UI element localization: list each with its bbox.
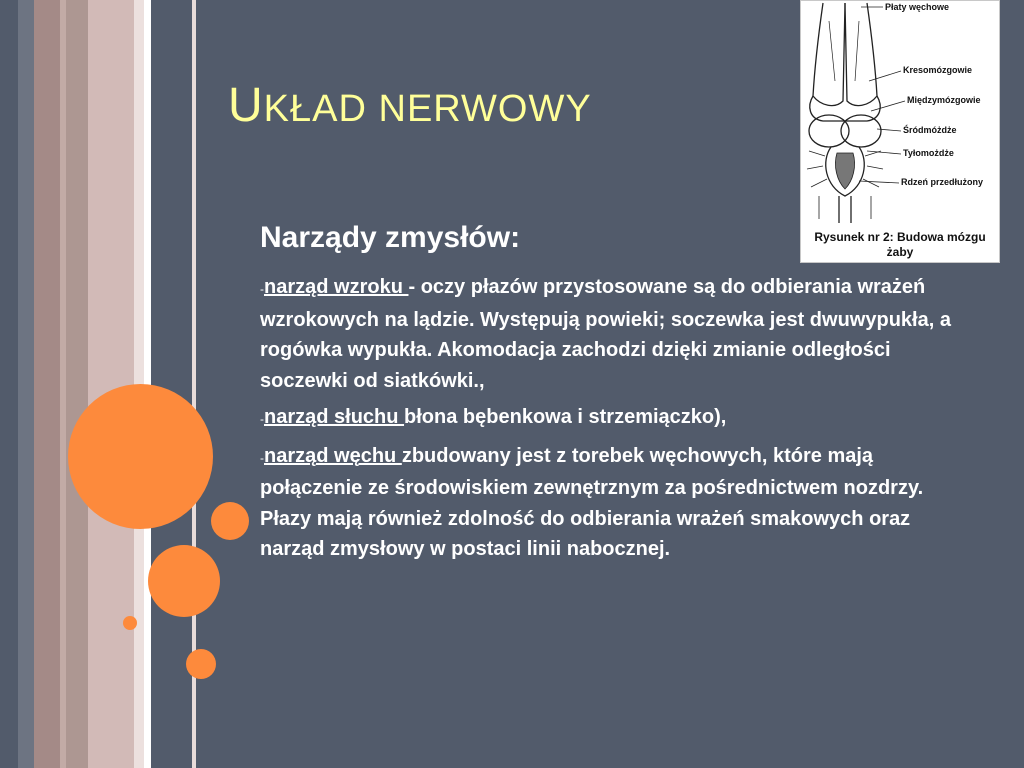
label-midbrain: Śródmóżdże [903,125,957,135]
decor-stripe [18,0,34,768]
decor-circle-small [211,502,249,540]
item-text: - oczy płazów przystosowane są do odbierania wrażeń wzrokowych na lądzie. Występują powieki; soczewka jest dwuwypukła, a rogówka wypukła. Akomodacja zachodzi dzięki zmianie odległości soczewki od siatkówki., [260,276,951,392]
figure-caption-line2: żaby [886,245,914,259]
slide-title-rest: KŁAD NERWOWY [263,88,592,130]
decor-stripe [34,0,60,768]
label-cerebrum: Kresomózgowie [903,65,973,75]
decor-circle-tiny [123,616,137,630]
decor-stripe [0,0,18,768]
decor-circle-large [68,384,213,529]
item-dash: - [260,412,264,426]
slide-content [260,218,980,565]
decor-stripe [88,0,134,768]
item-term: narząd słuchu [264,406,405,428]
figure-caption-line1: Rysunek nr 2: Budowa mózgu [814,230,986,244]
label-hindbrain: Tyłomożdże [903,148,954,158]
item-term: narząd wzroku [264,276,409,298]
frog-brain-drawing [801,1,1001,231]
section-heading: Narządy zmysłów: [260,221,521,254]
item-text: błona bębenkowa i strzemiączko), [404,406,727,428]
list-item [260,441,980,504]
closing-paragraph: Płazy mają również zdolność do odbierania wrażeń smakowych oraz narząd zmysłowy w postaci linii nabocznej. [260,507,911,560]
label-diencephalon: Międzymózgowie [907,95,981,105]
slide-title-initial: U [228,79,264,132]
item-dash: - [260,282,264,296]
decor-circle-medium [148,545,220,617]
list-item [260,272,980,396]
label-medulla: Rdzeń przedłużony [901,177,984,187]
item-dash: - [260,450,264,465]
decor-stripe [66,0,88,768]
slide-title [228,78,592,133]
list-item [260,402,980,435]
decor-circle-small [186,649,216,679]
item-term: narząd węchu [264,444,402,467]
label-olfactory-lobes: Płaty węchowe [885,2,950,12]
item-text: zbudowany jest z torebek węchowych, które mają połączenie ze środowiskiem zewnętrznym za pośrednictwem nozdrzy. [260,444,924,499]
decor-stripe [151,0,192,768]
